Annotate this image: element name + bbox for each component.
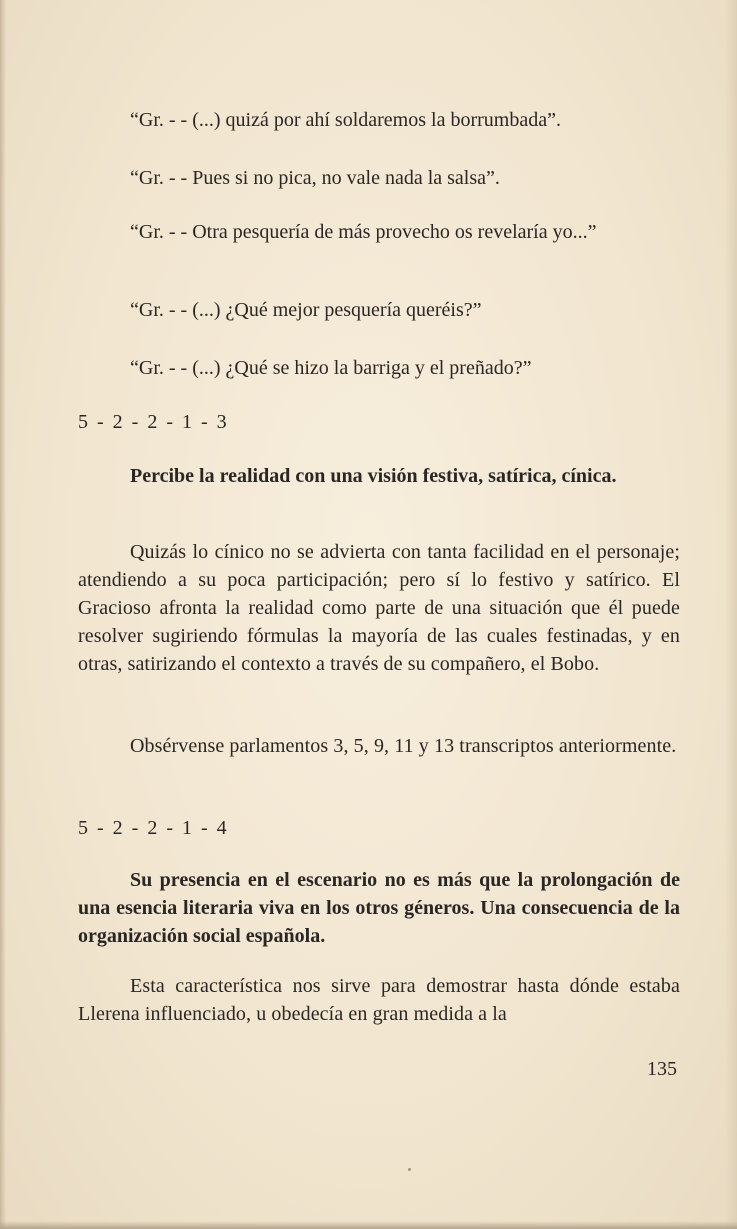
page-edge-right <box>725 0 737 1229</box>
paragraph: Esta característica nos sirve para demostrar hasta dónde estaba Llerena influenciado, u obedecía en gran medida a la <box>78 975 680 1025</box>
paragraph: Obsérvense parlamentos 3, 5, 9, 11 y 13 transcriptos anteriormente. <box>130 735 677 757</box>
paper-speck <box>408 1168 411 1171</box>
quote-5: “Gr. - - (...) ¿Qué se hizo la barriga y el preñado?” <box>130 357 532 379</box>
page-number: 135 <box>647 1058 677 1080</box>
section-heading: Su presencia en el escenario no es más que la prolongación de una esencia literaria viva en los otros géneros. Una consecuencia de la organización social española. <box>78 869 680 947</box>
page-edge-left <box>0 0 6 1229</box>
section-heading: Percibe la realidad con una visión festiva, satírica, cínica. <box>130 465 617 487</box>
section-number: 5 - 2 - 2 - 1 - 4 <box>78 817 229 839</box>
quote-3: “Gr. - - Otra pesquería de más provecho os revelaría yo...” <box>130 221 597 243</box>
section-number: 5 - 2 - 2 - 1 - 3 <box>78 411 229 433</box>
paragraph: Quizás lo cínico no se advierta con tanta facilidad en el personaje; atendiendo a su poca participación; pero sí lo festivo y satírico. El Gracioso afronta la realidad como parte de una situación que él puede resolver sugiriendo fórmulas la mayoría de las cuales festinadas, y en otras, satirizando el contexto a través de su compañero, el Bobo. <box>78 541 680 675</box>
quote-1: “Gr. - - (...) quizá por ahí soldaremos la borrumbada”. <box>130 109 561 131</box>
quote-4: “Gr. - - (...) ¿Qué mejor pesquería queréis?” <box>130 299 482 321</box>
quote-2: “Gr. - - Pues si no pica, no vale nada la salsa”. <box>130 167 500 189</box>
page-edge-bottom <box>0 1221 737 1229</box>
